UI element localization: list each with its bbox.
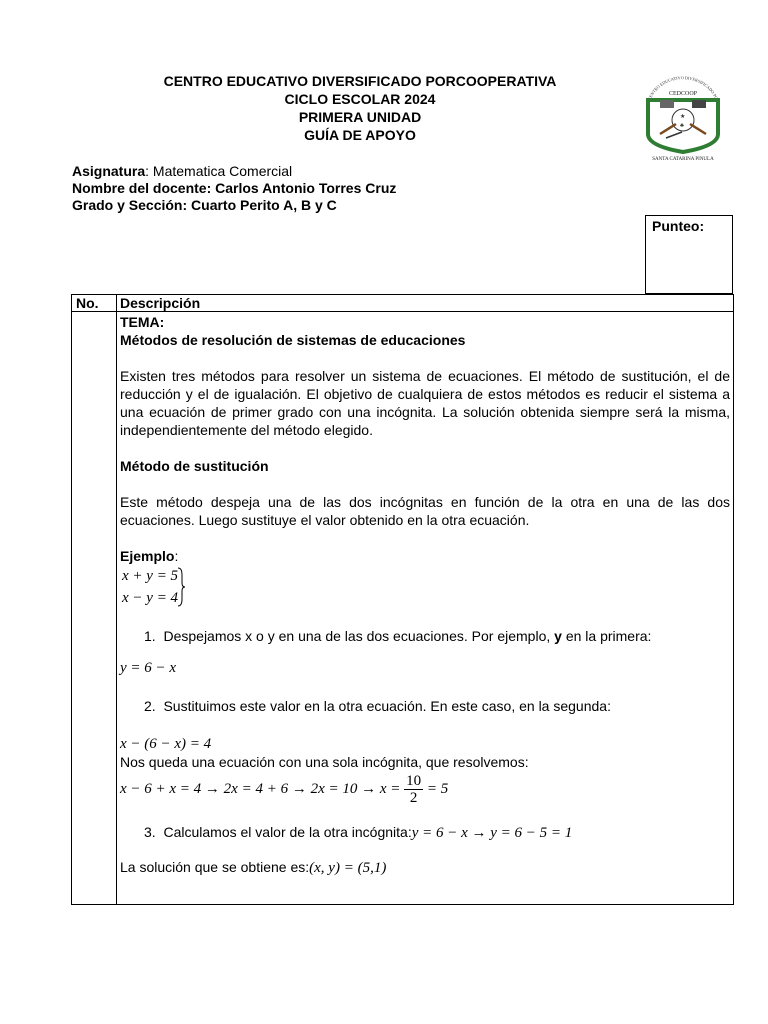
topic-title: Métodos de resolución de sistemas de educaciones (120, 332, 466, 348)
step-1-text-b: en la primera: (561, 628, 652, 644)
description-cell (120, 313, 730, 877)
unit-name: PRIMERA UNIDAD (298, 109, 422, 125)
content-table (71, 294, 734, 905)
topic-label: TEMA: (120, 314, 165, 330)
example-label: Ejemplo (120, 548, 175, 564)
subject-value: : Matematica Comercial (145, 163, 293, 179)
remaining-equation-text: Nos queda una ecuación con una sola incógnita, que resolvemos: (120, 754, 529, 770)
step-1-variable: y (554, 628, 562, 644)
logo-top-text: ENTRO EDUCATIVO DIVERSIFICADO PO (647, 75, 720, 101)
math-step-4: y = 6 − x → y = 6 − 5 = 1 (411, 825, 573, 841)
step-3-number: 3. (144, 824, 156, 840)
math-step-3 (120, 771, 730, 807)
logo-bottom-text: SANTA CATARINA PINULA (652, 157, 714, 162)
math-step-1: y = 6 − x (120, 660, 177, 676)
math-step-2: x − (6 − x) = 4 (120, 736, 212, 752)
equation-1: x + y = 5 (122, 568, 179, 584)
logo-name: CEDCOOP (668, 91, 698, 97)
guide-title: GUÍA DE APOYO (304, 127, 416, 143)
step-2-text: Sustituimos este valor en la otra ecuación. En este caso, en la segunda: (163, 698, 611, 714)
school-logo (636, 72, 730, 162)
course-info (72, 163, 396, 214)
intro-paragraph: Existen tres métodos para resolver un sistema de ecuaciones. El método de sustitución, el de reducción y el de igualación. El objetivo de cualquiera de estos métodos es reducir el sistema a una ecuación de primer grado con una incógnita. La solución obtenida siempre será la misma, independientemente del método elegido. (120, 368, 730, 438)
method-title: Método de sustitución (120, 458, 269, 474)
step-1-number: 1. (144, 628, 156, 644)
school-year: CICLO ESCOLAR 2024 (284, 91, 436, 107)
fraction-numerator: 10 (406, 773, 422, 790)
step-2 (120, 697, 730, 715)
step-3-text: Calculamos el valor de la otra incógnita: (163, 824, 412, 840)
system-brace (176, 567, 186, 607)
column-divider (116, 295, 117, 904)
step-2-number: 2. (144, 698, 156, 714)
teacher-row: Nombre del docente: Carlos Antonio Torres Cruz (72, 180, 397, 196)
equation-2: x − y = 4 (122, 590, 179, 606)
fraction-denominator: 2 (409, 790, 418, 807)
solution-value: (x, y) = (5,1) (309, 860, 387, 876)
grade-row: Grado y Sección: Cuarto Perito A, B y C (72, 197, 337, 213)
example-colon: : (174, 548, 179, 564)
subject-label: Asignatura (72, 163, 146, 179)
step-3 (120, 823, 730, 842)
subject-row (72, 163, 396, 180)
score-box (645, 215, 733, 294)
document-header (120, 72, 600, 144)
fraction (404, 773, 423, 806)
column-header-no: No. (76, 295, 99, 311)
method-description: Este método despeja una de las dos incógnitas en función de la otra en una de las dos ecuaciones. Luego sustituye el valor obtenido en la otra ecuación. (120, 494, 730, 528)
solution-line (120, 858, 730, 877)
equation-system (120, 565, 730, 609)
svg-text:★: ★ (680, 114, 686, 120)
svg-text:♣: ♣ (680, 123, 684, 129)
school-name: CENTRO EDUCATIVO DIVERSIFICADO PORCOOPERATIVA (163, 73, 557, 89)
step-1-text-a: Despejamos x o y en una de las dos ecuaciones. Por ejemplo, (163, 628, 555, 644)
math-step-3-a: x − 6 + x = 4 → 2x = 4 + 6 → 2x = 10 → x = (120, 781, 405, 797)
step-1 (120, 627, 730, 645)
header-divider (72, 311, 733, 312)
solution-text: La solución que se obtiene es: (120, 859, 310, 875)
math-step-3-b: = 5 (423, 781, 449, 797)
score-label: Punteo: (652, 218, 705, 234)
column-header-description: Descripción (120, 295, 201, 311)
